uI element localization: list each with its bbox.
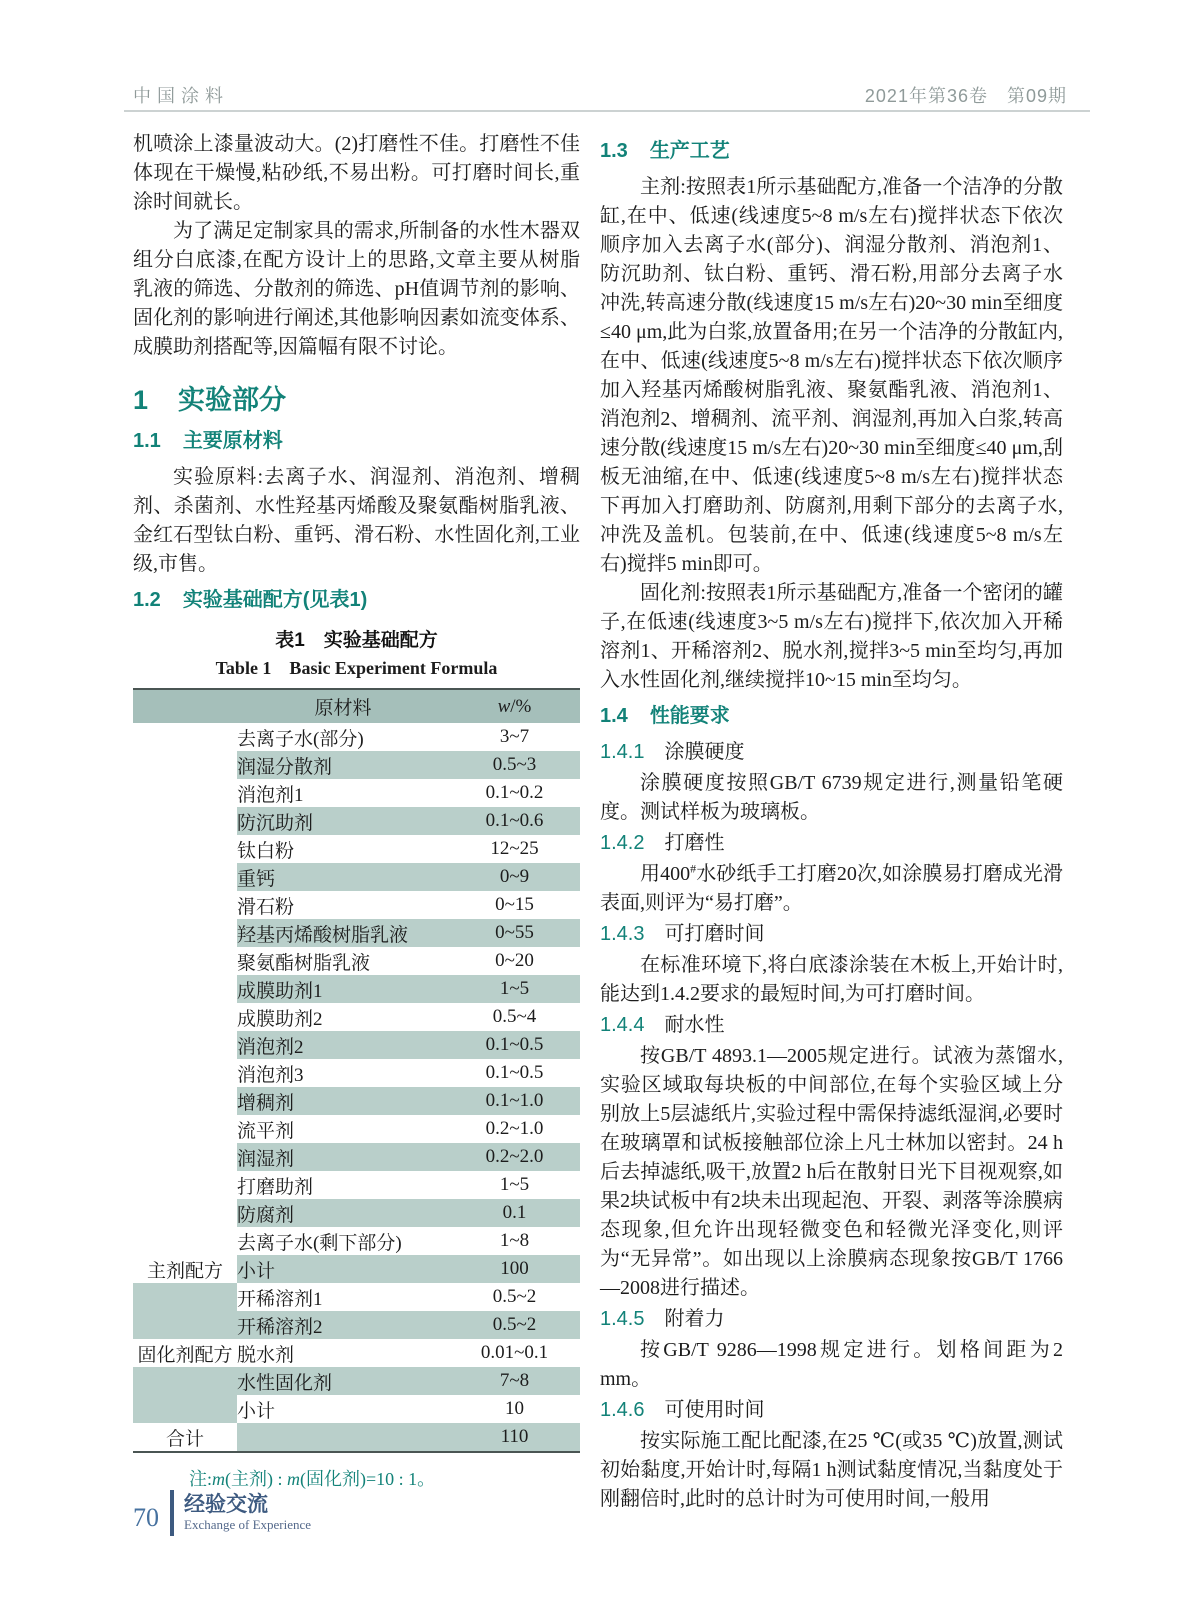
section-number: 1	[133, 385, 149, 415]
row-ingredient: 流平剂	[237, 1120, 295, 1142]
paragraph-1-4-6: 按实际施工配比配漆,在25 ℃(或35 ℃)放置,测试初始黏度,开始计时,每隔1 h测试黏度情况,当黏度处于刚翻倍时,此时的总计时为可使用时间,一般用	[600, 1430, 1063, 1510]
table-header-spacer	[133, 689, 237, 723]
section-heading-1-4-6	[600, 1396, 1063, 1425]
row-value: 0.5~2	[449, 1311, 580, 1339]
pct-unit: /%	[510, 695, 532, 717]
table-row	[133, 1395, 580, 1423]
paragraph-1-4-1: 涂膜硬度按照GB/T 6739规定进行,测量铅笔硬度。测试样板为玻璃板。	[600, 772, 1063, 823]
row-ingredient: 润湿分散剂	[237, 751, 449, 779]
row-ingredient: 滑石粉	[237, 896, 295, 918]
section-heading-1	[133, 378, 580, 417]
section-title: 涂膜硬度	[664, 741, 745, 763]
table-row	[133, 1311, 580, 1339]
row-group-label-spacer	[133, 1395, 237, 1423]
header-rule	[124, 110, 1090, 112]
note-text: m	[287, 1469, 301, 1489]
row-value: 1~5	[449, 975, 580, 1003]
paragraph-1-4-2	[600, 860, 1063, 918]
section-number: 1.4	[600, 705, 628, 727]
row-group-label-spacer	[133, 1367, 237, 1395]
row-value: 0.5~4	[492, 1006, 537, 1027]
row-ingredient: 增稠剂	[237, 1087, 449, 1115]
right-column	[600, 130, 1063, 1514]
note-text: (主剂) :	[225, 1469, 288, 1489]
table-header-ingredient: 原材料	[237, 689, 449, 723]
row-ingredient: 打磨助剂	[237, 1176, 314, 1198]
row-value: 0.5~3	[449, 751, 580, 779]
row-value: 0~15	[495, 894, 534, 915]
section-heading-1-4-4	[600, 1011, 1063, 1040]
paragraph-text: 水砂纸手工打磨20次,如涂膜易打磨成光滑表面,则评为“易打磨”。	[600, 863, 1064, 914]
row-ingredient: 消泡剂3	[237, 1064, 304, 1086]
row-ingredient: 羟基丙烯酸树脂乳液	[237, 919, 449, 947]
row-ingredient: 消泡剂1	[237, 784, 304, 806]
row-value: 0.1~0.6	[449, 807, 580, 835]
row-value: 0.01~0.1	[480, 1342, 549, 1363]
superscript-hash: #	[690, 861, 697, 876]
section-heading-1-2	[133, 586, 580, 615]
section-number: 1.4.4	[600, 1014, 645, 1036]
row-value: 0.2~1.0	[485, 1118, 544, 1139]
page-footer	[133, 1490, 311, 1536]
total-label: 合计	[133, 1423, 237, 1452]
section-number: 1.4.5	[600, 1308, 645, 1330]
table-note	[133, 1465, 580, 1491]
section-number: 1.2	[133, 589, 161, 611]
page-number: 70	[133, 1503, 159, 1532]
table-row	[133, 723, 580, 751]
paragraph-1-4-3: 在标准环境下,将白底漆涂装在木板上,开始计时,能达到1.4.2要求的最短时间,为可打磨时间。	[600, 954, 1063, 1005]
w-symbol: w	[497, 695, 511, 717]
section-title: 生产工艺	[649, 140, 730, 162]
row-ingredient: 钛白粉	[237, 840, 295, 862]
row-value: 0.5~2	[492, 1286, 537, 1307]
total-spacer	[237, 1423, 449, 1452]
row-ingredient: 聚氨酯树脂乳液	[237, 952, 371, 974]
two-column-body	[133, 130, 1063, 1514]
table-row	[133, 1283, 580, 1311]
section-number: 1.4.1	[600, 741, 645, 763]
note-text: 注:	[189, 1469, 213, 1489]
row-ingredient: 开稀溶剂2	[237, 1311, 449, 1339]
section-heading-1-4-2	[600, 829, 1063, 858]
section-heading-1-1	[133, 427, 580, 456]
row-value: 10	[505, 1398, 524, 1419]
row-value: 0.1~0.5	[449, 1031, 580, 1059]
row-ingredient: 水性固化剂	[237, 1367, 449, 1395]
section-number: 1.3	[600, 140, 628, 162]
section-number: 1.1	[133, 430, 161, 452]
row-value: 100	[449, 1255, 580, 1283]
row-ingredient: 成膜助剂1	[237, 975, 449, 1003]
row-value: 1~8	[499, 1230, 530, 1251]
paragraph-1-4-4: 按GB/T 4893.1—2005规定进行。试液为蒸馏水,实验区域取每块板的中间部位,在每个实验区域上分别放上5层滤纸片,实验过程中需保持滤纸湿润,必要时在玻璃罩和试板接触部位涂上凡士林加以密封。24 h后去掉滤纸,吸干,放置2 h后在散射日光下目视观察,如果2块试板中有2块未出现起泡、开裂、剥落等涂膜病态现象,但允许出现轻微变色和轻微光泽变化,则评为“无异常”。如出现以上涂膜病态现象按GB/T 1766—2008进行描述。	[600, 1045, 1063, 1299]
section-title: 实验部分	[178, 385, 287, 415]
row-group-label-spacer	[133, 1311, 237, 1339]
row-value: 3~7	[499, 726, 530, 747]
row-value: 0.1	[449, 1199, 580, 1227]
row-value: 0.1~0.2	[485, 782, 544, 803]
section-title: 可使用时间	[664, 1399, 765, 1421]
running-head	[133, 82, 1067, 108]
footer-section-cn: 经验交流	[184, 1493, 268, 1516]
paragraph-intro: 为了满足定制家具的需求,所制备的水性木器双组分白底漆,在配方设计上的思路,文章主要从树脂乳液的筛选、分散剂的筛选、pH值调节剂的影响、固化剂的影响进行阐述,其他影响因素如流变体系、成膜助剂搭配等,因篇幅有限不讨论。	[133, 220, 580, 358]
row-ingredient: 小计	[237, 1255, 449, 1283]
section-heading-1-4-1	[600, 738, 1063, 767]
section-title: 打磨性	[664, 832, 725, 854]
row-value: 12~25	[490, 838, 539, 859]
table-header-wpct	[449, 689, 580, 723]
section-heading-1-4-5	[600, 1305, 1063, 1334]
footer-section-en: Exchange of Experience	[184, 1517, 312, 1532]
table-title-cn: 表1 实验基础配方	[275, 630, 438, 651]
table-row	[133, 1339, 580, 1367]
row-group-label-main: 主剂配方	[133, 723, 237, 1283]
note-text: (固化剂)=10 : 1。	[300, 1469, 436, 1489]
row-ingredient: 防腐剂	[237, 1199, 449, 1227]
row-group-label-cure: 固化剂配方	[133, 1339, 237, 1367]
table-row	[133, 1367, 580, 1395]
paragraph-curing-agent: 固化剂:按照表1所示基础配方,准备一个密闭的罐子,在低速(线速度3~5 m/s左右)搅拌下,依次加入开稀溶剂1、开稀溶剂2、脱水剂,搅拌3~5 min至均匀,再加入水性固化剂,继续搅拌10~15 min至均匀。	[600, 582, 1063, 691]
row-value: 0.2~2.0	[449, 1143, 580, 1171]
formula-table	[133, 688, 580, 1453]
table-header-row	[133, 689, 580, 723]
row-value: 1~5	[499, 1174, 530, 1195]
row-ingredient: 消泡剂2	[237, 1031, 449, 1059]
section-number: 1.4.3	[600, 923, 645, 945]
section-title: 实验基础配方(见表1)	[182, 589, 368, 611]
row-value: 0.1~1.0	[449, 1087, 580, 1115]
section-number: 1.4.2	[600, 832, 645, 854]
section-title: 性能要求	[649, 705, 730, 727]
section-title: 耐水性	[664, 1014, 725, 1036]
issue-info: 2021年第36卷 第09期	[864, 86, 1067, 106]
paragraph-raw-materials: 实验原料:去离子水、润湿剂、消泡剂、增稠剂、杀菌剂、水性羟基丙烯酸及聚氨酯树脂乳液、金红石型钛白粉、重钙、滑石粉、水性固化剂,工业级,市售。	[133, 466, 580, 575]
row-ingredient: 小计	[237, 1400, 276, 1422]
row-value: 7~8	[449, 1367, 580, 1395]
section-title: 附着力	[664, 1308, 725, 1330]
section-number: 1.4.6	[600, 1399, 645, 1421]
footer-divider	[170, 1490, 174, 1536]
paragraph-text: 用400	[640, 863, 691, 885]
row-value: 0.1~0.5	[485, 1062, 544, 1083]
note-text: m	[212, 1469, 226, 1489]
journal-name: 中国涂料	[133, 86, 229, 106]
footer-section	[184, 1493, 311, 1533]
row-ingredient: 防沉助剂	[237, 807, 449, 835]
paragraph-continuation: 机喷涂上漆量波动大。(2)打磨性不佳。打磨性不佳体现在干燥慢,粘砂纸,不易出粉。可打磨时间长,重涂时间就长。	[133, 133, 580, 213]
row-group-label-spacer	[133, 1283, 237, 1311]
row-ingredient: 成膜助剂2	[237, 1008, 323, 1030]
row-value: 0~55	[449, 919, 580, 947]
paragraph-1-4-5: 按GB/T 9286—1998规定进行。划格间距为2 mm。	[600, 1339, 1063, 1390]
paragraph-main-agent: 主剂:按照表1所示基础配方,准备一个洁净的分散缸,在中、低速(线速度5~8 m/s左右)搅拌状态下依次顺序加入去离子水(部分)、润湿分散剂、消泡剂1、防沉助剂、钛白粉、重钙、滑石粉,用部分去离子水冲洗,转高速分散(线速度15 m/s左右)20~30 min至细度≤40 μm,此为白浆,放置备用;在另一个洁净的分散缸内,在中、低速(线速度5~8 m/s左右)搅拌状态下依次顺序加入羟基丙烯酸树脂乳液、聚氨酯乳液、消泡剂1、消泡剂2、增稠剂、流平剂、润湿剂,再加入白浆,转高速分散(线速度15 m/s左右)20~30 min至细度≤40 μm,刮板无油缩,在中、低速(线速度5~8 m/s左右)搅拌状态下再加入打磨助剂、防腐剂,用剩下部分的去离子水,冲洗及盖机。包装前,在中、低速(线速度5~8 m/s左右)搅拌5 min即可。	[600, 176, 1063, 575]
section-heading-1-4	[600, 702, 1063, 731]
section-heading-1-4-3	[600, 920, 1063, 949]
row-ingredient: 去离子水(剩下部分)	[237, 1232, 402, 1254]
row-ingredient: 润湿剂	[237, 1143, 449, 1171]
table-row-total	[133, 1423, 580, 1452]
left-column	[133, 130, 580, 1514]
row-ingredient: 去离子水(部分)	[237, 728, 364, 750]
total-value: 110	[449, 1423, 580, 1452]
section-title: 可打磨时间	[664, 923, 765, 945]
row-ingredient: 开稀溶剂1	[237, 1288, 323, 1310]
table-title-en: Table 1 Basic Experiment Formula	[215, 658, 498, 678]
section-heading-1-3	[600, 137, 1063, 166]
row-ingredient: 重钙	[237, 863, 449, 891]
row-value: 0~20	[495, 950, 534, 971]
section-title: 主要原材料	[182, 430, 283, 452]
row-ingredient: 脱水剂	[237, 1344, 295, 1366]
row-value: 0~9	[449, 863, 580, 891]
